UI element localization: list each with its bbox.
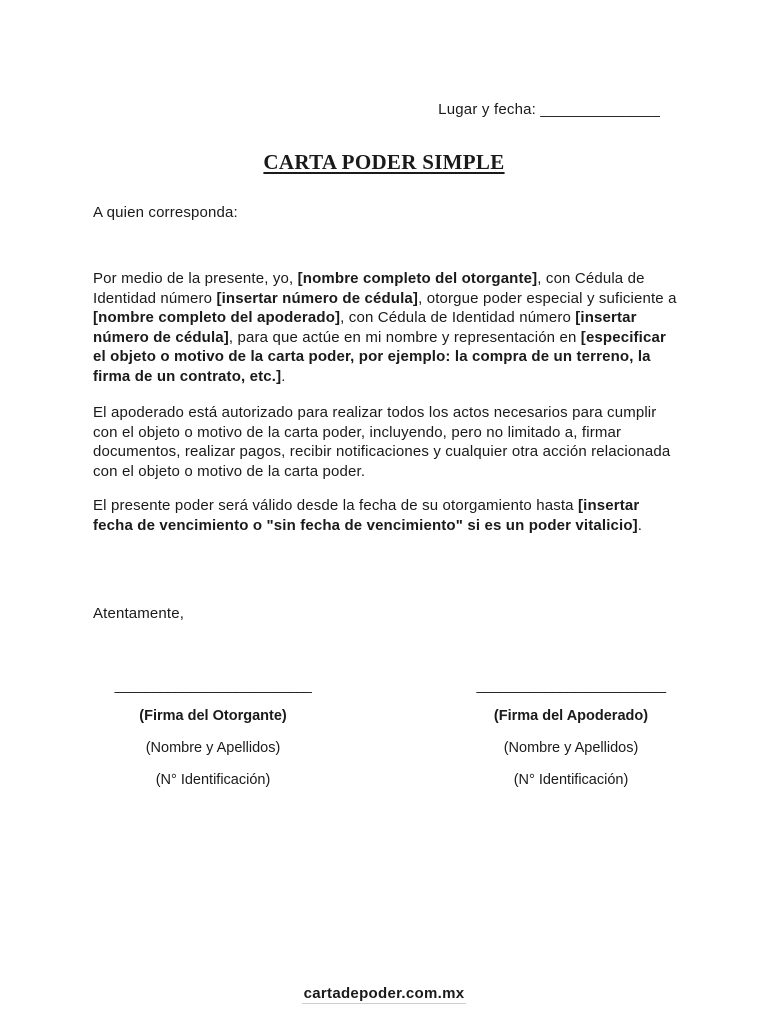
signature-title: (Firma del Otorgante)	[139, 708, 287, 724]
salutation: A quien corresponda:	[93, 204, 238, 221]
text-run: , otorgue poder especial y suficiente a	[418, 289, 677, 307]
signature-block-attorney	[441, 676, 701, 790]
text-run: .	[637, 516, 643, 534]
placeholder-expiry-date: [insertar fecha de vencimiento o "sin fecha de vencimiento" si es un poder vitalicio]	[93, 497, 640, 534]
paragraph-grant	[93, 269, 678, 386]
signature-id-label: (N° Identificación)	[155, 772, 271, 788]
text-run: .	[281, 367, 286, 385]
paragraph-authority: El apoderado está autorizado para realizar todos los actos necesarios para cumplir con el objeto o motivo de la carta poder, incluyendo, pero no limitado a, firmar documentos, realizar pagos, recibir notificaciones y cualquier otra acción relacionada con el objeto o motivo de la carta poder.	[93, 404, 671, 480]
signature-id-label: (N° Identificación)	[513, 772, 629, 788]
signature-block-grantor	[83, 676, 343, 790]
document-title: CARTA PODER SIMPLE	[263, 150, 505, 174]
placeholder-attorney-name: [nombre completo del apoderado]	[93, 309, 341, 326]
closing: Atentamente,	[93, 605, 185, 622]
place-date-field: Lugar y fecha: ______________	[438, 101, 660, 118]
placeholder-attorney-id: [insertar número de cédula]	[93, 309, 637, 346]
signature-line: _________________________	[476, 678, 666, 694]
website-link[interactable]: cartadepoder.com.mx	[303, 985, 465, 1002]
text-run: , con Cédula de Identidad número	[93, 270, 645, 307]
signature-title: (Firma del Apoderado)	[493, 708, 649, 724]
placeholder-grantor-id: [insertar número de cédula]	[216, 289, 419, 307]
signature-line: __________________________	[114, 678, 312, 694]
placeholder-grantor-name: [nombre completo del otorgante]	[297, 270, 538, 287]
text-run: El presente poder será válido desde la fecha de su otorgamiento hasta	[93, 497, 578, 514]
signature-name-label: (Nombre y Apellidos)	[145, 740, 281, 756]
text-run: , para que actúe en mi nombre y representación en	[228, 328, 581, 346]
placeholder-purpose: [especificar el objeto o motivo de la carta poder, por ejemplo: la compra de un terreno, la firma de un contrato, etc.]	[93, 328, 666, 385]
signature-name-label: (Nombre y Apellidos)	[503, 740, 639, 756]
text-run: Por medio de la presente, yo,	[93, 270, 298, 287]
text-run: , con Cédula de Identidad número	[340, 309, 576, 326]
footer-website	[0, 985, 768, 1002]
paragraph-validity	[93, 496, 678, 535]
